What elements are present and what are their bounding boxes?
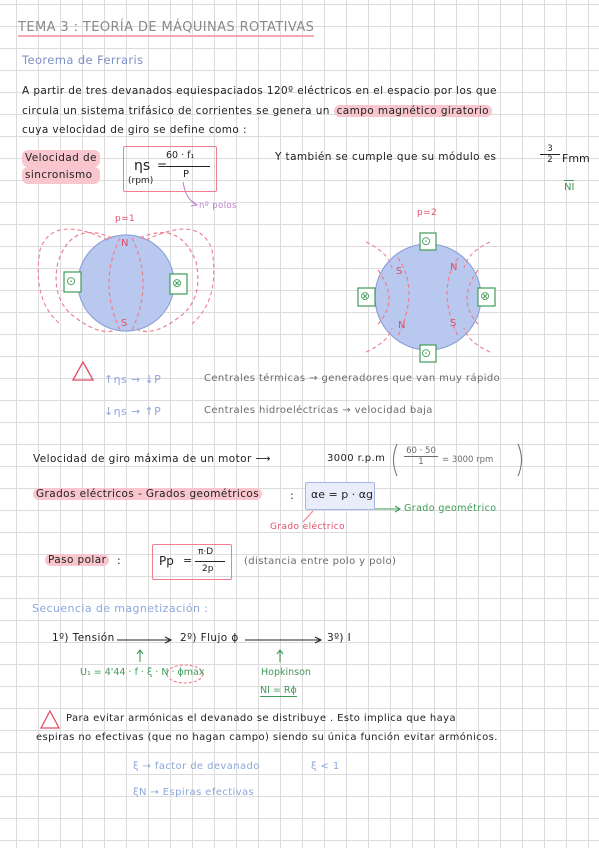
harmonics-line-1: Para evitar armónicas el devanado se distribuye . Esto implica que haya bbox=[66, 713, 457, 724]
rotating-field-highlight: campo magnético giratorio bbox=[334, 105, 492, 117]
poles-note-arrow bbox=[183, 182, 197, 205]
degrees-colon: : bbox=[290, 489, 294, 502]
winding-factor-limit: ξ < 1 bbox=[311, 761, 340, 772]
sequence-step-2: 2º) Flujo ϕ bbox=[180, 632, 239, 644]
p2-dot-top: ⊙ bbox=[421, 234, 432, 248]
sync-eta: ηs bbox=[134, 158, 151, 174]
voltage-equation bbox=[80, 667, 205, 678]
max-speed-result: = 3000 rpm bbox=[442, 455, 494, 465]
pole-pitch-den: 2p bbox=[202, 564, 214, 574]
sync-denominator: P bbox=[183, 169, 190, 180]
harmonics-line-2: espiras no efectivas (que no hagan campo) siendo su única función evitar armónicos. bbox=[36, 732, 498, 743]
ni-symbol: NI bbox=[564, 182, 575, 193]
paren-left bbox=[394, 444, 398, 476]
p2-cross-left: ⊗ bbox=[360, 289, 371, 303]
elec-degree-arrow bbox=[303, 511, 313, 522]
sync-also-text: Y también se cumple que su módulo es bbox=[275, 151, 497, 163]
pole-pitch-bar bbox=[195, 561, 225, 562]
sync-label-line-1: Velocidad de bbox=[22, 150, 100, 167]
sync-equals: = bbox=[157, 158, 168, 172]
p2-label: p=2 bbox=[417, 208, 438, 218]
voltage-equation-xi-n: ξ · N bbox=[146, 667, 169, 678]
p1-dot-symbol: ⊙ bbox=[66, 274, 77, 288]
hopkinson-label: Hopkinson bbox=[261, 667, 311, 678]
sequence-step-1: 1º) Tensión bbox=[52, 632, 115, 644]
pole-pitch-box bbox=[152, 544, 232, 580]
thermal-line-2-right: Centrales hidroeléctricas → velocidad baja bbox=[204, 405, 433, 416]
max-speed-calc-num: 60 · 50 bbox=[406, 446, 436, 456]
sequence-title: Secuencia de magnetización : bbox=[32, 602, 209, 615]
fmm-symbol: Fmm bbox=[562, 152, 590, 165]
p2-north-1: N bbox=[450, 262, 458, 273]
voltage-equation-post: · ϕmax bbox=[171, 667, 205, 678]
paren-right bbox=[518, 444, 522, 476]
thermal-line-1-left: ↑ηs → ↓P bbox=[104, 373, 162, 386]
effective-turns: ξN → Espiras efectivas bbox=[133, 787, 255, 798]
p2-dot-bottom: ⊙ bbox=[421, 346, 432, 360]
pole-pitch-note: (distancia entre polo y polo) bbox=[244, 556, 397, 567]
p1-label: p=1 bbox=[115, 214, 136, 224]
winding-factor: ξ → factor de devanado bbox=[133, 761, 260, 772]
pole-pitch-label-text: Paso polar bbox=[45, 554, 109, 566]
max-speed-text: Velocidad de giro máxima de un motor ⟶ bbox=[33, 453, 271, 465]
max-speed-value: 3000 r.p.m bbox=[327, 453, 386, 464]
thermal-line-1-right: Centrales térmicas → generadores que van muy rápido bbox=[204, 373, 501, 384]
p2-cross-right: ⊗ bbox=[480, 289, 491, 303]
p2-south-1: S bbox=[396, 266, 403, 277]
intro-line-1: A partir de tres devanados equiespaciados 120º eléctricos en el espacio por los que bbox=[22, 85, 497, 97]
pole-pitch-num: π·D bbox=[198, 547, 214, 557]
pole-pitch-colon: : bbox=[117, 554, 121, 567]
poles-note: nº polos bbox=[199, 201, 237, 211]
pole-pitch-equals: = bbox=[183, 554, 193, 567]
section-subtitle: Teorema de Ferraris bbox=[22, 53, 144, 67]
stator-p2 bbox=[375, 244, 481, 350]
p1-south: S bbox=[121, 318, 128, 329]
p1-cross-symbol: ⊗ bbox=[172, 276, 183, 290]
voltage-equation-pre: U₁ = 4'44 · f · bbox=[80, 667, 144, 678]
degrees-label-text: Grados eléctricos - Grados geométricos bbox=[33, 488, 262, 500]
sync-unit: (rpm) bbox=[128, 176, 154, 186]
sequence-step-3: 3º) I bbox=[327, 632, 352, 644]
degrees-formula-box bbox=[305, 482, 375, 510]
intro-line-2-text: circula un sistema trifásico de corrientes se genera un bbox=[22, 105, 334, 117]
hopkinson-equation: NI = Rϕ bbox=[260, 685, 297, 696]
thermal-line-2-left: ↓ηs → ↑P bbox=[104, 405, 162, 418]
fmm-frac-den: 2 bbox=[547, 155, 553, 165]
p1-north: N bbox=[121, 238, 129, 249]
stator-p1 bbox=[78, 235, 174, 331]
max-speed-calc bbox=[404, 446, 438, 467]
pole-pitch-symbol: Pp bbox=[159, 554, 174, 568]
page-title: TEMA 3 : TEORÍA DE MÁQUINAS ROTATIVAS bbox=[18, 20, 315, 35]
p2-north-2: N bbox=[398, 320, 406, 331]
pole-pitch-label bbox=[45, 554, 109, 566]
electric-degree-note: Grado eléctrico bbox=[270, 522, 345, 532]
sync-label-line-2: sincronismo bbox=[22, 167, 100, 184]
sync-numerator: 60 · f₁ bbox=[166, 150, 195, 161]
machine-p2 bbox=[358, 233, 495, 362]
intro-line-3: cuya velocidad de giro se define como : bbox=[22, 124, 247, 136]
degrees-label bbox=[33, 488, 262, 500]
max-speed-calc-den: 1 bbox=[418, 457, 424, 467]
p2-south-2: S bbox=[450, 318, 457, 329]
geometric-degree-note: Grado geométrico bbox=[404, 503, 497, 514]
warning-triangle-2 bbox=[41, 711, 59, 728]
warning-triangle-1 bbox=[73, 362, 93, 380]
degrees-formula: αe = p · αg bbox=[311, 488, 373, 501]
fmm-frac-num: 3 bbox=[547, 144, 553, 154]
